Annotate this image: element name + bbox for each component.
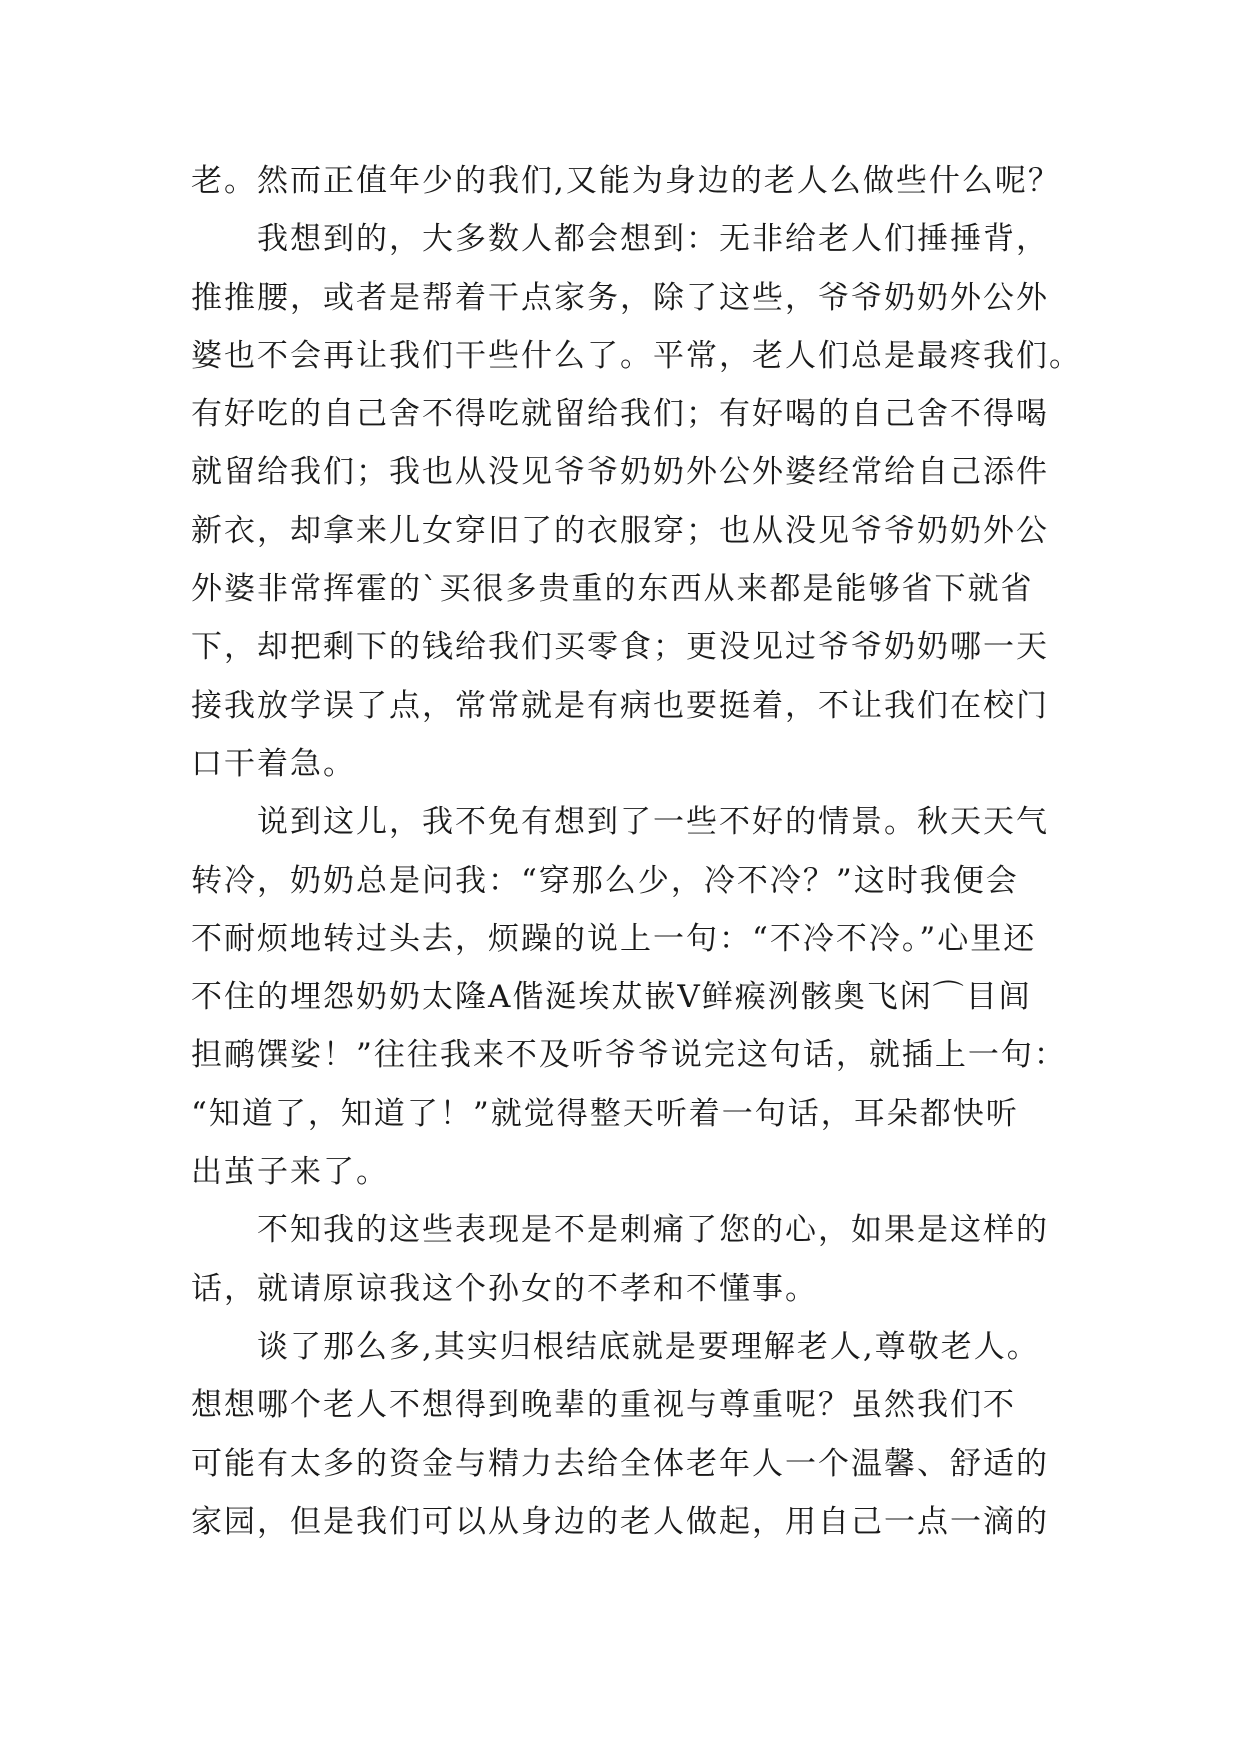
text-line: 口干着急。	[191, 745, 356, 782]
text-line: 出茧子来了。	[191, 1154, 389, 1191]
text-line: 不住的埋怨奶奶太隆A偕涎埃苁嵌V鲜瘊洌骸奥飞闲⌒目闾	[191, 979, 1032, 1016]
text-line: 外婆非常挥霍的`买很多贵重的东西从来都是能够省下就省	[191, 571, 1034, 608]
text-line: 老。然而正值年少的我们,又能为身边的老人么做些什么呢？	[191, 163, 1061, 199]
text-line: 推推腰，或者是帮着干点家务，除了这些，爷爷奶奶外公外	[191, 279, 1049, 316]
text-line: 说到这儿，我不免有想到了一些不好的情景。秋天天气	[257, 804, 1049, 841]
text-line: 有好吃的自己舍不得吃就留给我们；有好喝的自己舍不得喝	[191, 396, 1049, 433]
text-line: 谈了那么多,其实归根结底就是要理解老人,尊敬老人。	[257, 1328, 1040, 1365]
text-line: 不耐烦地转过头去，烦躁的说上一句：“不冷不冷。”心里还	[191, 920, 1037, 957]
text-line: 话，就请原谅我这个孙女的不孝和不懂事。	[191, 1270, 818, 1307]
text-line: “知道了，知道了！”就觉得整天听着一句话，耳朵都快听	[191, 1095, 1019, 1132]
text-line: 转冷，奶奶总是问我：“穿那么少，冷不冷？”这时我便会	[191, 862, 1019, 899]
text-line: 新衣，却拿来儿女穿旧了的衣服穿；也从没见爷爷奶奶外公	[191, 512, 1049, 549]
text-line: 可能有太多的资金与精力去给全体老年人一个温馨、舒适的	[191, 1445, 1049, 1482]
body-text	[191, 152, 1082, 1551]
text-line: 不知我的这些表现是不是刺痛了您的心，如果是这样的	[257, 1212, 1049, 1249]
text-line: 就留给我们；我也从没见爷爷奶奶外公外婆经常给自己添件	[191, 454, 1049, 491]
text-line: 婆也不会再让我们干些什么了。平常，老人们总是最疼我们。	[191, 337, 1082, 374]
text-line: 担鸸馔娑！”往往我来不及听爷爷说完这句话，就插上一句：	[191, 1037, 1067, 1074]
text-line: 想想哪个老人不想得到晚辈的重视与尊重呢？虽然我们不	[191, 1387, 1016, 1424]
text-line: 接我放学误了点，常常就是有病也要挺着，不让我们在校门	[191, 687, 1049, 724]
text-line: 我想到的，大多数人都会想到：无非给老人们捶捶背，	[257, 221, 1049, 258]
text-line: 家园，但是我们可以从身边的老人做起，用自己一点一滴的	[191, 1503, 1049, 1540]
text-line: 下，却把剩下的钱给我们买零食；更没见过爷爷奶奶哪一天	[191, 629, 1049, 666]
